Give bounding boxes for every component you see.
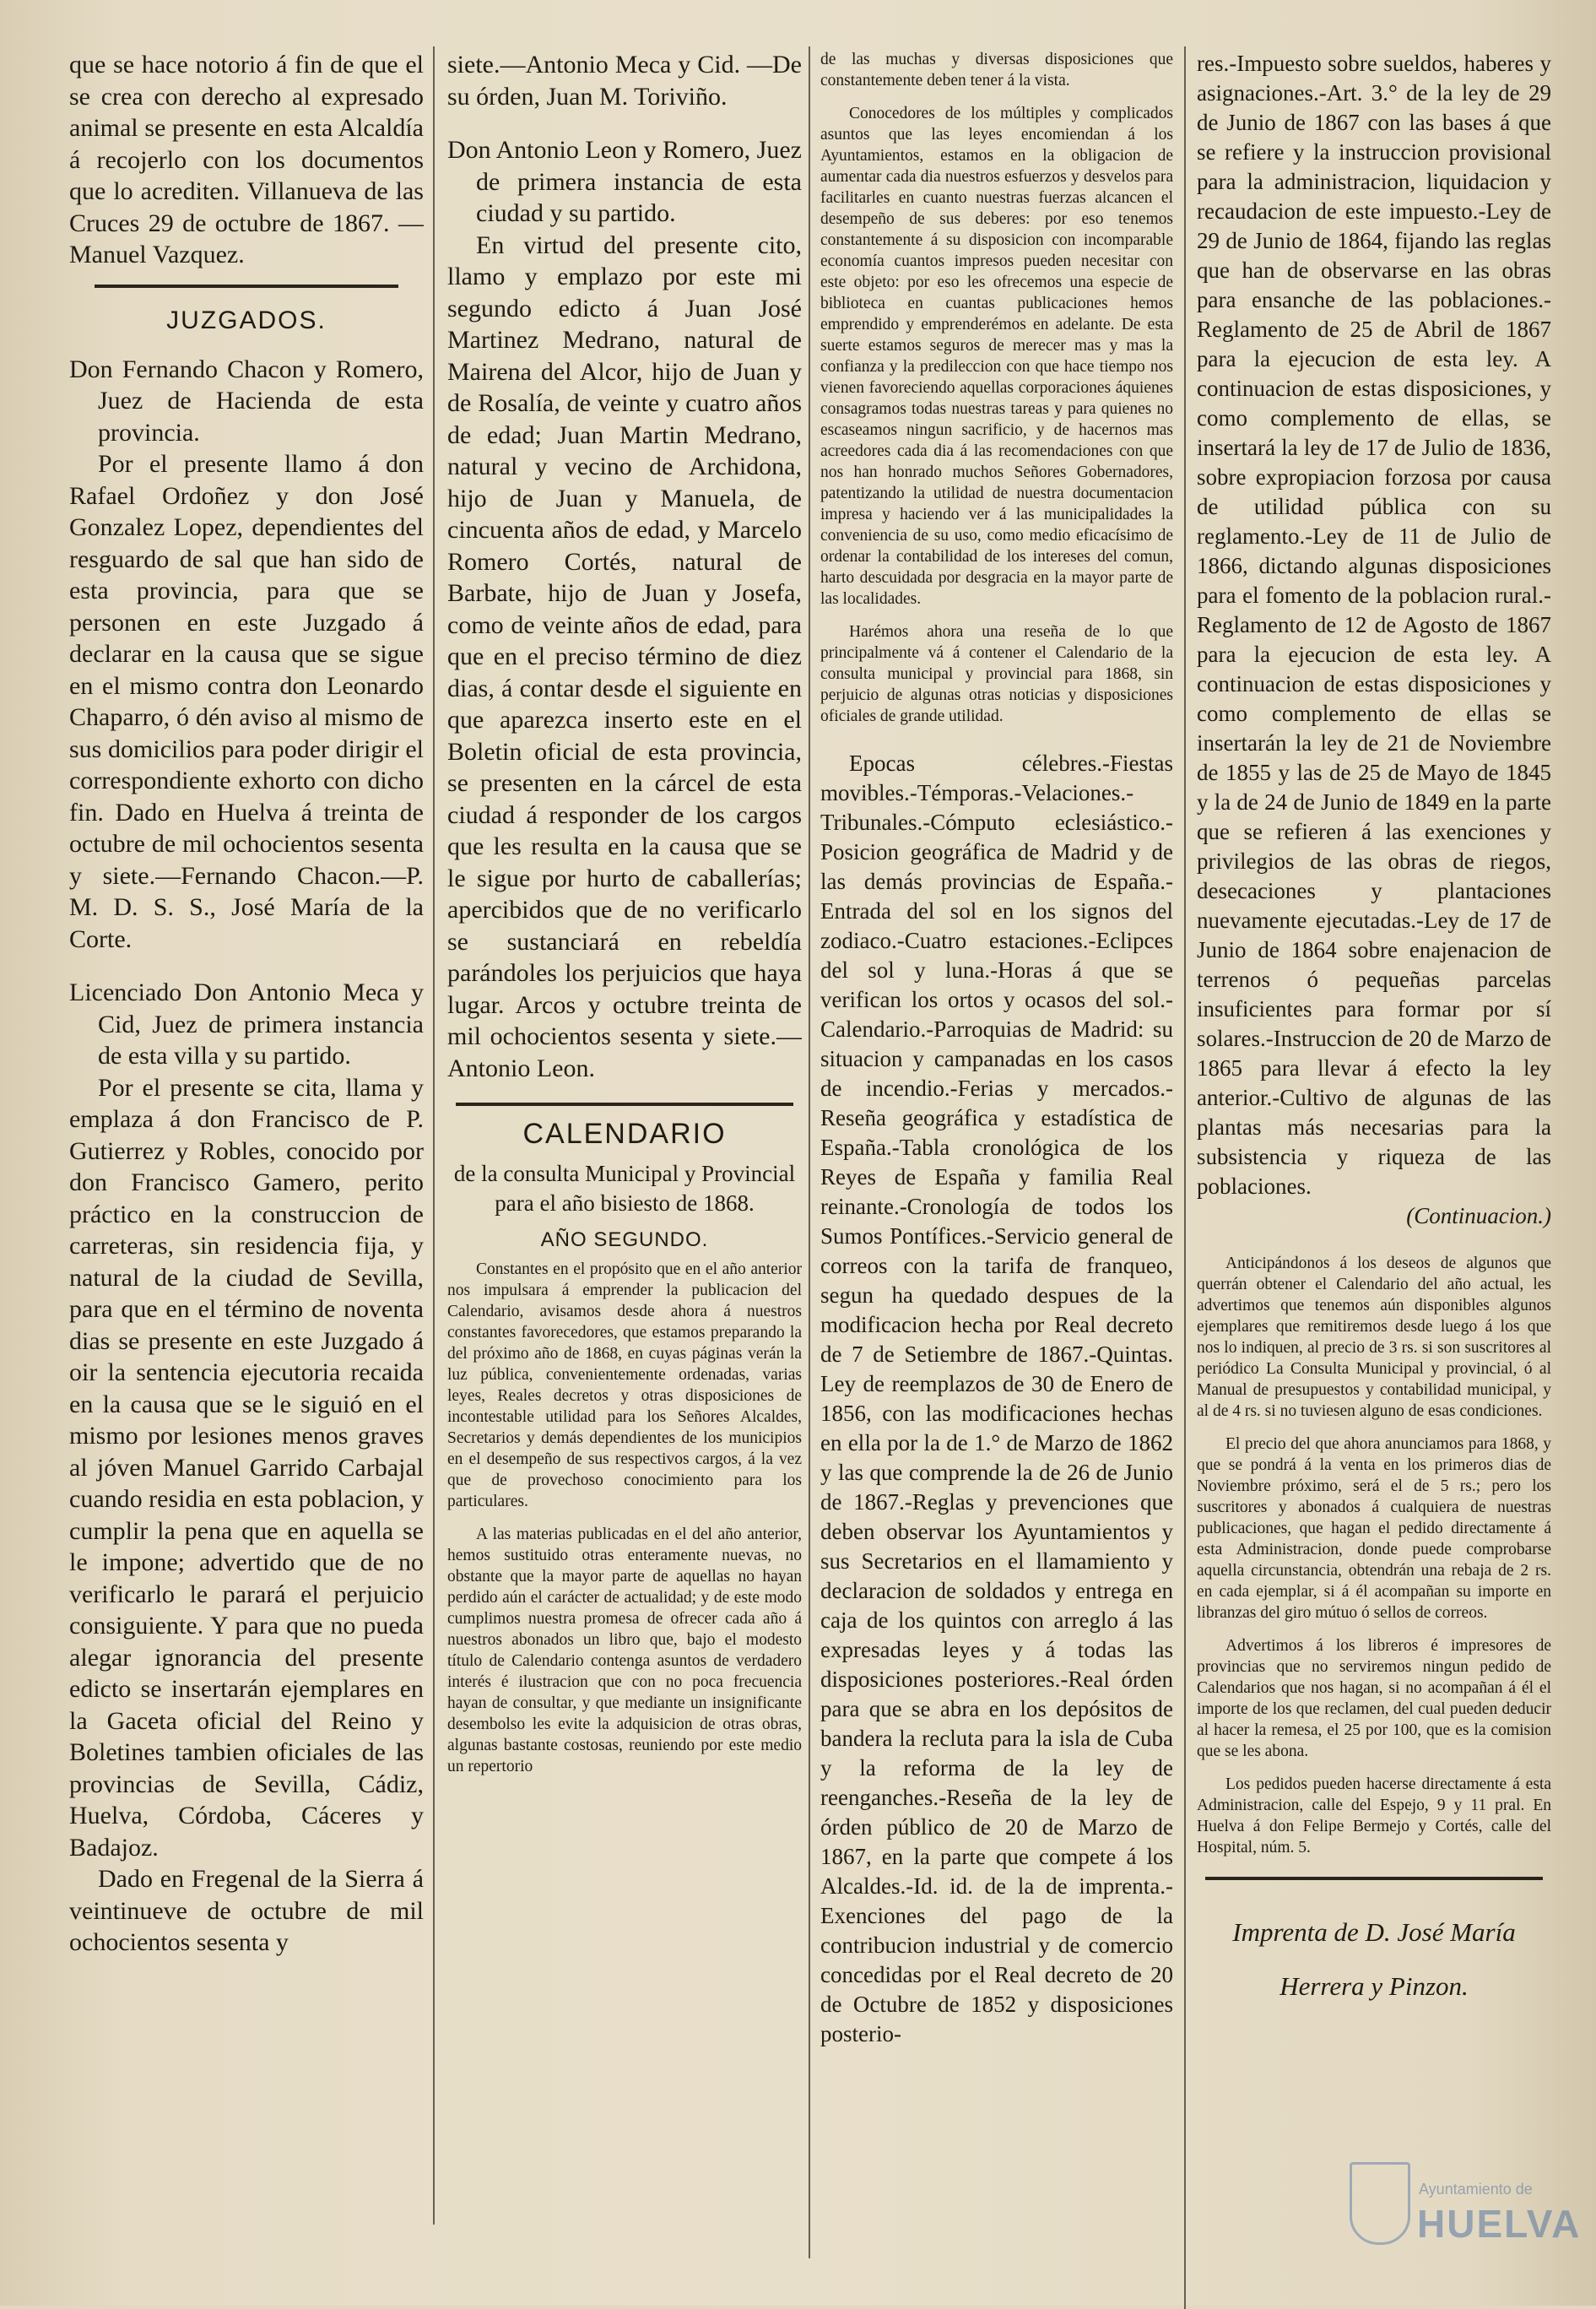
calendar-paragraph-2: A las materias publicadas en el del año anterior, hemos sustituido otras enteramente nuevas, no obstante que la mayor parte de aquellas no hayan perdido aún el carácter de actualidad; y de este modo cumplimos nuestra promesa de ofrecer cada año á nuestros abonados un libro que, bajo el modesto título de Calendario contenga asuntos de verdadero interés é ilustracion que con no poca frecuencia hayan de consultar, y que mediante un insignificante desembolso les evite la adquisicion de otras obras, algunas bastante costosas, reuniendo por este medio un repertorio <box>447 1526 802 1775</box>
calendar-paragraph-3: Conocedores de los múltiples y complicados asuntos que las leyes encomiendan á los Ayuntamientos, estamos en la obligacion de aumentar cada dia nuestros esfuerzos y desvelos para facilitarles en cuanto nuestras fuerzas alcancen el desempeño de sus deberes: por eso tenemos constantemente á su disposicion con incomparable economía cuantos impresos pueden necesitar con este objeto: por eso les ofrecemos una especie de biblioteca en cuantas publicaciones hemos emprendido y emprenderémos en adelante. De esta suerte estamos seguros de merecer mas y mas la confianza y la predileccion con que hace tiempo nos vienen favoreciendo aquellas corporaciones áquienes consagramos todas nuestras tareas y para quienes no escaseamos ningun sacrificio, y de hacernos mas acreedores cada dia á las recomendaciones con que nos han honrado muchos Señores Gobernadores, patentizando la utilidad de nuestra documentacion impresa y haciendo ver á las municipalidades la conveniencia de su uso, como medio eficacísimo de ordenar la contabilidad de los intereses del comun, harto descuidada por desgracia en la mayor parte de las localidades. <box>820 105 1173 608</box>
printer-imprint-line-1: Imprenta de D. José María <box>1232 1917 1516 1947</box>
notice-paragraph-3: Advertimos á los libreros é impresores de provincias que no serviremos ningun pedido de Calendarios que nos hagan, si no acompañan á él el importe de los que reclamen, del cual pueden deducir al hacer la remesa, el 25 por 100, que es la comision que se les abona. <box>1197 1637 1551 1760</box>
edict-1-heading: Don Fernando Chacon y Romero, Juez de Hacienda de esta provincia. <box>69 355 424 447</box>
calendar-title: CALENDARIO <box>522 1118 727 1150</box>
edict-2-heading: Licenciado Don Antonio Meca y Cid, Juez de primera instancia de esta villa y su partido. <box>69 978 424 1070</box>
notice-paragraph-2: El precio del que ahora anunciamos para 1868, y que se pondrá á la venta en los primeros dias de Noviembre próximo, será el de 5 rs.; pero los suscritores y abonados á cualquiera de nuestras publicaciones, que hagan el pedido directamente á esta Administracion, donde puede comprobarse aquella circunstancia, obtendrán una rebaja de 2 rs. en cada ejemplar, si á él acompañan su importe en libranzas del giro mútuo ó sellos de correos. <box>1197 1435 1551 1622</box>
column-divider <box>809 46 810 2258</box>
column-4 <box>1197 49 1551 2014</box>
edict-3-heading: Don Antonio Leon y Romero, Juez de primera instancia de esta ciudad y su partido. <box>447 136 802 227</box>
calendar-contents-list-cont: res.-Impuesto sobre sueldos, haberes y asignaciones.-Art. 3.° de la ley de 29 de Junio de 1867 con las bases á que se refiere y la instruccion provisional para la administracion, liquidacion y recaudacion de este impuesto.-Ley de 29 de Junio de 1864, fijando las reglas que han de observarse en las obras para ensanche de las poblaciones.-Reglamento de 25 de Abril de 1867 para la ejecucion de esta ley. A continuacion de estas disposiciones, y como complemento de ellas, se insertará la ley de 17 de Julio de 1836, sobre expropiacion forzosa por causa de utilidad pública con su reglamento.-Ley de 11 de Julio de 1866, dictando algunas disposiciones para el fomento de la poblacion rural.-Reglamento de 12 de Agosto de 1867 para la ejecucion de esta ley. A continuacion de estas disposiciones y como complemento de ellas se insertarán la ley de 21 de Noviembre de 1855 y las de 25 de Mayo de 1845 y la de 24 de Junio de 1849 en la parte que se refieren á las exenciones y privilegios de las obras de riegos, desecaciones y plantaciones nuevamente ejecutadas.-Ley de 17 de Junio de 1864 sobre enajenacion de terrenos ó pequeñas parcelas insuficientes para formar por sí solares.-Instruccion de 20 de Marzo de 1865 para llevar á efecto la ley anterior.-Cultivo de algunas de las plantas más necesarias para la subsistencia y riqueza de las poblaciones. <box>1197 51 1551 1199</box>
printer-imprint-line-2: Herrera y Pinzon. <box>1280 1971 1469 2001</box>
column-divider <box>433 46 435 2225</box>
column-2 <box>447 49 802 1777</box>
column-1 <box>69 49 424 1959</box>
calendar-paragraph-4: Harémos ahora una reseña de lo que principalmente vá á contener el Calendario de la consulta municipal y provincial para 1868, sin perjuicio de algunas otras noticias y disposiciones oficiales de grande utilidad. <box>820 623 1173 725</box>
calendar-subtitle: de la consulta Municipal y Provincial para el año bisiesto de 1868. <box>453 1161 796 1216</box>
edict-1-body: Por el presente llamo á don Rafael Ordoñez y don José Gonzalez Lopez, dependientes del resguardo de sal que han sido de esta provincia, para que se personen en este Juzgado á declarar en la causa que se sigue en el mismo contra don Leonardo Chaparro, ó dén aviso al mismo de sus domicilios para poder dirigir el correspondiente exhorto con dicho fin. Dado en Huelva á treinta de octubre de mil ochocientos sesenta y siete.—Fernando Chacon.—P. M. D. S. S., José María de la Corte. <box>69 450 424 953</box>
notice-continuation: que se hace notorio á fin de que el se crea con derecho al expresado animal se presente en esta Alcaldía á recojerlo con los documentos que lo acrediten. Villanueva de las Cruces 29 de octubre de 1867. —Manuel Vazquez. <box>69 51 424 268</box>
column-divider <box>1184 46 1186 2309</box>
continuation-note: (Continuacion.) <box>1406 1203 1551 1228</box>
calendar-contents-list: Epocas célebres.-Fiestas movibles.-Témporas.-Velaciones.-Tribunales.-Cómputo eclesiástico.-Posicion geográfica de Madrid y de las demás provincias de España.-Entrada del sol en los signos del zodiaco.-Cuatro estaciones.-Eclipces del sol y luna.-Horas á que se verifican los ortos y ocasos del sol.-Calendario.-Parroquias de Madrid: su situacion y campanadas en los casos de incendio.-Ferias y mercados.-Reseña geográfica y estadística de España.-Tabla cronológica de los Reyes de España y familia Real reinante.-Cronología de todos los Sumos Pontífices.-Servicio general de correos con la tarifa de franqueo, segun ha quedado despues de la modificacion hecha por Real decreto de 7 de Setiembre de 1867.-Quintas. Ley de reemplazos de 30 de Enero de 1856, con las modificaciones hechas en ella por la de 1.° de Marzo de 1862 y las que comprende la de 26 de Junio de 1867.-Reglas y prevenciones que deben observar los Ayuntamientos y sus Secretarios en el llamamiento y declaracion de soldados y entrega en caja de los quintos con arreglo á las expresadas leyes y á todas las disposiciones posteriores.-Real órden para que se abra en los depósitos de bandera la recluta para la isla de Cuba y la reforma de la ley de reenganches.-Reseña de la ley de órden público de 20 de Marzo de 1867, en la parte que compete á los Alcaldes.-Id. id. de la de imprenta.-Exenciones del pago de la contribucion industrial y de comercio concedidas por el Real decreto de 20 de Octubre de 1852 y disposiciones posterio- <box>820 751 1173 2046</box>
section-rule <box>1205 1877 1543 1880</box>
watermark-line-1: Ayuntamiento de <box>1419 2181 1533 2198</box>
calendar-paragraph-1: Constantes en el propósito que en el año anterior nos impulsara á emprender la publicacion del Calendario, avisamos desde ahora á nuestros constantes favorecedores, que estamos preparando la del próximo año de 1868, en cuyas páginas verán la luz pública, convenientemente ordenadas, varias leyes, Reales decretos y otras disposiciones de incontestable utilidad para los Señores Alcaldes, Secretarios y demás dependientes de los municipios en el desempeño de sus respectivos cargos, á la vez que de provechoso conocimiento para los particulares. <box>447 1260 802 1510</box>
section-rule <box>95 285 398 288</box>
edict-2-closing: Dado en Fregenal de la Sierra á veintinueve de octubre de mil ochocientos sesenta y <box>69 1865 424 1956</box>
section-rule <box>456 1103 793 1106</box>
notice-paragraph-1: Anticipándonos á los deseos de algunos que querrán obtener el Calendario del año actual, les advertimos que tenemos aún disponibles algunos ejemplares que remitiremos desde luego á los que nos lo indiquen, al precio de 3 rs. si son suscritores al periódico La Consulta Municipal y provincial, ó al Manual de presupuestos y contabilidad municipal, y al de 4 rs. si no tuviesen alguno de esas condiciones. <box>1197 1255 1551 1420</box>
shield-icon <box>1350 2162 1410 2245</box>
edict-3-body: En virtud del presente cito, llamo y emplazo por este mi segundo edicto á Juan José Martinez Medrano, natural de Mairena del Alcor, hijo de Juan y de Rosalía, de veinte y cuatro años de edad; Juan Martin Medrano, natural y vecino de Archidona, hijo de Juan y Manuela, de cincuenta años de edad, y Marcelo Romero Cortés, natural de Barbate, hijo de Juan y Josefa, como de veinte años de edad, para que en el preciso término de diez dias, á contar desde el siguiente en que aparezca inserto este en el Boletin oficial de esta provincia, se presenten en la cárcel de esta ciudad á responder de los cargos que les resulta en la causa que se le sigue por hurto de caballerías; apercibidos que de no verificarlo se sustanciará en rebeldía parándoles los perjuicios que haya lugar. Arcos y octubre treinta de mil ochocientos sesenta y siete.—Antonio Leon. <box>447 230 802 1082</box>
watermark-line-2: HUELVA <box>1417 2202 1582 2246</box>
notice-paragraph-4: Los pedidos pueden hacerse directamente á esta Administracion, calle del Espejo, 9 y 11 pral. En Huelva á don Felipe Bermejo y Cortés, calle del Hospital, núm. 5. <box>1197 1775 1551 1856</box>
column-3 <box>820 49 1173 2049</box>
calendar-paragraph-2-cont: de las muchas y diversas disposiciones que constantemente deben tener á la vista. <box>820 51 1173 89</box>
section-heading-juzgados: JUZGADOS. <box>166 306 327 334</box>
edict-2-signature: siete.—Antonio Meca y Cid. —De su órden, Juan M. Toriviño. <box>447 51 802 111</box>
calendar-year-heading: AÑO SEGUNDO. <box>540 1228 709 1251</box>
edict-2-body: Por el presente se cita, llama y emplaza á don Francisco de P. Gutierrez y Robles, conocido por don Francisco Gamero, perito práctico en la construccion de carreteras, sin residencia fija, y natural de la ciudad de Sevilla, para que en el término de noventa dias se presente en este Juzgado á oir la sentencia ejecutoria recaida en la causa que se le siguió en el mismo por lesiones menos graves al jóven Manuel Garrido Carbajal cuando residia en esta poblacion, y cumplir la pena que en aquella se le impone; advertido que de no verificarlo le parará el perjuicio consiguiente. Y para que no pueda alegar ignorancia del presente edicto se insertarán ejemplares en la Gaceta oficial del Reino y Boletines tambien oficiales de las provincias de Sevilla, Cádiz, Huelva, Córdoba, Cáceres y Badajoz. <box>69 1073 424 1862</box>
ayuntamiento-watermark <box>1344 2157 1581 2284</box>
printer-imprint <box>1197 1905 1551 2014</box>
